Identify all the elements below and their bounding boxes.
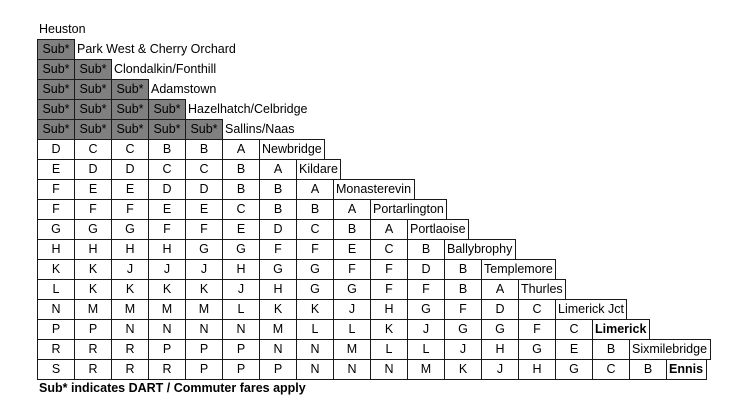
fare-cell: P <box>37 319 75 340</box>
fare-cell: H <box>481 339 519 360</box>
fare-cell: G <box>444 319 482 340</box>
fare-cell: C <box>555 319 593 340</box>
fare-cell: P <box>185 359 223 380</box>
fare-cell: G <box>296 279 334 300</box>
station-label: Park West & Cherry Orchard <box>77 42 236 56</box>
fare-cell: H <box>37 239 75 260</box>
fare-cell: G <box>555 359 593 380</box>
fare-cell: F <box>370 259 408 280</box>
fare-cell: G <box>222 239 260 260</box>
fare-cell: G <box>518 339 556 360</box>
fare-cell: B <box>296 199 334 220</box>
station-label: Adamstown <box>151 82 217 96</box>
fare-cell: Sub* <box>37 79 75 100</box>
fare-cell: L <box>333 319 371 340</box>
fare-cell: P <box>148 339 186 360</box>
fare-cell: F <box>111 199 149 220</box>
fare-cell: P <box>222 339 260 360</box>
fare-cell: J <box>407 319 445 340</box>
fare-cell: P <box>74 319 112 340</box>
fare-cell: Sub* <box>185 119 223 140</box>
fare-cell: G <box>37 219 75 240</box>
fare-cell: N <box>259 339 297 360</box>
fare-cell: N <box>296 359 334 380</box>
fare-cell: D <box>37 139 75 160</box>
fare-cell: K <box>74 259 112 280</box>
fare-cell: H <box>74 239 112 260</box>
fare-cell: J <box>111 259 149 280</box>
fare-cell: Sub* <box>111 119 149 140</box>
fare-cell: B <box>444 279 482 300</box>
fare-cell: R <box>111 339 149 360</box>
fare-cell: C <box>518 299 556 320</box>
fare-cell: F <box>148 219 186 240</box>
fare-cell: L <box>370 339 408 360</box>
fare-cell: Sub* <box>148 119 186 140</box>
fare-cell: D <box>148 179 186 200</box>
station-label: Sixmilebridge <box>632 342 708 356</box>
fare-cell: L <box>37 279 75 300</box>
footnote: Sub* indicates DART / Commuter fares apply <box>39 381 306 395</box>
fare-cell: Sub* <box>37 99 75 120</box>
fare-cell: G <box>407 299 445 320</box>
fare-cell: B <box>444 259 482 280</box>
fare-cell: D <box>407 259 445 280</box>
fare-cell: E <box>148 199 186 220</box>
fare-cell: G <box>185 239 223 260</box>
fare-cell: C <box>296 219 334 240</box>
fare-cell: C <box>111 139 149 160</box>
fare-cell: H <box>111 239 149 260</box>
fare-cell: M <box>259 319 297 340</box>
fare-cell: N <box>148 319 186 340</box>
fare-cell: E <box>185 199 223 220</box>
fare-cell: F <box>296 239 334 260</box>
fare-cell: C <box>370 239 408 260</box>
fare-cell: E <box>555 339 593 360</box>
fare-cell: J <box>333 299 371 320</box>
fare-cell: F <box>259 239 297 260</box>
fare-cell: K <box>74 279 112 300</box>
fare-cell: D <box>111 159 149 180</box>
fare-cell: B <box>333 219 371 240</box>
fare-cell: D <box>185 179 223 200</box>
fare-cell: G <box>111 219 149 240</box>
fare-cell: B <box>222 159 260 180</box>
fare-cell: B <box>222 179 260 200</box>
fare-cell: M <box>333 339 371 360</box>
fare-cell: F <box>185 219 223 240</box>
fare-cell: B <box>407 239 445 260</box>
station-label: Kildare <box>299 162 338 176</box>
fare-cell: P <box>222 359 260 380</box>
fare-cell: C <box>592 359 630 380</box>
fare-cell: A <box>296 179 334 200</box>
fare-cell: K <box>111 279 149 300</box>
fare-cell: F <box>370 279 408 300</box>
fare-cell: Sub* <box>74 59 112 80</box>
fare-cell: N <box>296 339 334 360</box>
fare-cell: G <box>296 259 334 280</box>
station-label: Clondalkin/Fonthill <box>114 62 217 76</box>
fare-cell: K <box>444 359 482 380</box>
fare-cell: F <box>518 319 556 340</box>
fare-cell: G <box>481 319 519 340</box>
fare-cell: A <box>333 199 371 220</box>
fare-cell: Sub* <box>37 59 75 80</box>
fare-cell: S <box>37 359 75 380</box>
fare-cell: H <box>518 359 556 380</box>
fare-cell: M <box>111 299 149 320</box>
fare-cell: J <box>185 259 223 280</box>
fare-cell: L <box>296 319 334 340</box>
station-label: Limerick <box>595 322 647 336</box>
fare-cell: M <box>74 299 112 320</box>
fare-cell: C <box>148 159 186 180</box>
fare-cell: A <box>481 279 519 300</box>
fare-cell: Sub* <box>74 119 112 140</box>
fare-cell: F <box>74 199 112 220</box>
fare-cell: N <box>185 319 223 340</box>
fare-cell: L <box>222 299 260 320</box>
fare-cell: E <box>111 179 149 200</box>
origin-station: Heuston <box>39 22 86 36</box>
station-label: Sallins/Naas <box>225 122 295 136</box>
fare-cell: K <box>37 259 75 280</box>
fare-cell: P <box>259 359 297 380</box>
fare-cell: B <box>259 199 297 220</box>
fare-cell: A <box>370 219 408 240</box>
fare-cell: L <box>407 339 445 360</box>
station-label: Ballybrophy <box>447 242 513 256</box>
fare-cell: J <box>481 359 519 380</box>
fare-cell: F <box>444 299 482 320</box>
station-label: Hazelhatch/Celbridge <box>188 102 308 116</box>
fare-cell: N <box>37 299 75 320</box>
station-label: Templemore <box>484 262 553 276</box>
fare-cell: Sub* <box>111 99 149 120</box>
fare-cell: J <box>222 279 260 300</box>
fare-cell: A <box>222 139 260 160</box>
fare-cell: A <box>259 159 297 180</box>
station-label: Ennis <box>669 362 704 376</box>
station-label: Limerick Jct <box>558 302 624 316</box>
fare-cell: K <box>259 299 297 320</box>
fare-cell: F <box>37 179 75 200</box>
fare-cell: R <box>111 359 149 380</box>
fare-cell: C <box>222 199 260 220</box>
fare-cell: Sub* <box>74 79 112 100</box>
fare-cell: E <box>333 239 371 260</box>
fare-cell: F <box>37 199 75 220</box>
fare-cell: M <box>407 359 445 380</box>
fare-cell: J <box>444 339 482 360</box>
fare-cell: M <box>185 299 223 320</box>
fare-cell: G <box>74 219 112 240</box>
station-label: Monasterevin <box>336 182 412 196</box>
fare-cell: H <box>222 259 260 280</box>
fare-cell: E <box>222 219 260 240</box>
fare-cell: K <box>185 279 223 300</box>
fare-cell: C <box>185 159 223 180</box>
fare-cell: R <box>148 359 186 380</box>
fare-cell: G <box>259 259 297 280</box>
fare-cell: B <box>259 179 297 200</box>
station-label: Portarlington <box>373 202 444 216</box>
fare-cell: H <box>259 279 297 300</box>
fare-cell: N <box>370 359 408 380</box>
fare-cell: G <box>333 279 371 300</box>
fare-cell: Sub* <box>37 39 75 60</box>
fare-cell: Sub* <box>74 99 112 120</box>
station-label: Portlaoise <box>410 222 466 236</box>
fare-cell: B <box>185 139 223 160</box>
fare-cell: D <box>259 219 297 240</box>
fare-cell: Sub* <box>37 119 75 140</box>
fare-cell: R <box>74 359 112 380</box>
fare-cell: Sub* <box>111 79 149 100</box>
fare-cell: N <box>333 359 371 380</box>
station-label: Newbridge <box>262 142 322 156</box>
station-label: Thurles <box>521 282 563 296</box>
fare-cell: C <box>74 139 112 160</box>
fare-cell: E <box>74 179 112 200</box>
fare-cell: D <box>74 159 112 180</box>
fare-cell: Sub* <box>148 99 186 120</box>
fare-cell: D <box>481 299 519 320</box>
fare-cell: N <box>222 319 260 340</box>
fare-cell: H <box>370 299 408 320</box>
fare-cell: K <box>148 279 186 300</box>
fare-cell: J <box>148 259 186 280</box>
fare-cell: K <box>296 299 334 320</box>
fare-cell: R <box>74 339 112 360</box>
fare-cell: P <box>185 339 223 360</box>
fare-cell: N <box>111 319 149 340</box>
fare-cell: M <box>148 299 186 320</box>
fare-cell: F <box>333 259 371 280</box>
fare-cell: H <box>148 239 186 260</box>
fare-cell: K <box>370 319 408 340</box>
fare-cell: R <box>37 339 75 360</box>
fare-cell: B <box>592 339 630 360</box>
fare-cell: B <box>148 139 186 160</box>
fare-cell: E <box>37 159 75 180</box>
fare-cell: F <box>407 279 445 300</box>
fare-cell: B <box>629 359 667 380</box>
